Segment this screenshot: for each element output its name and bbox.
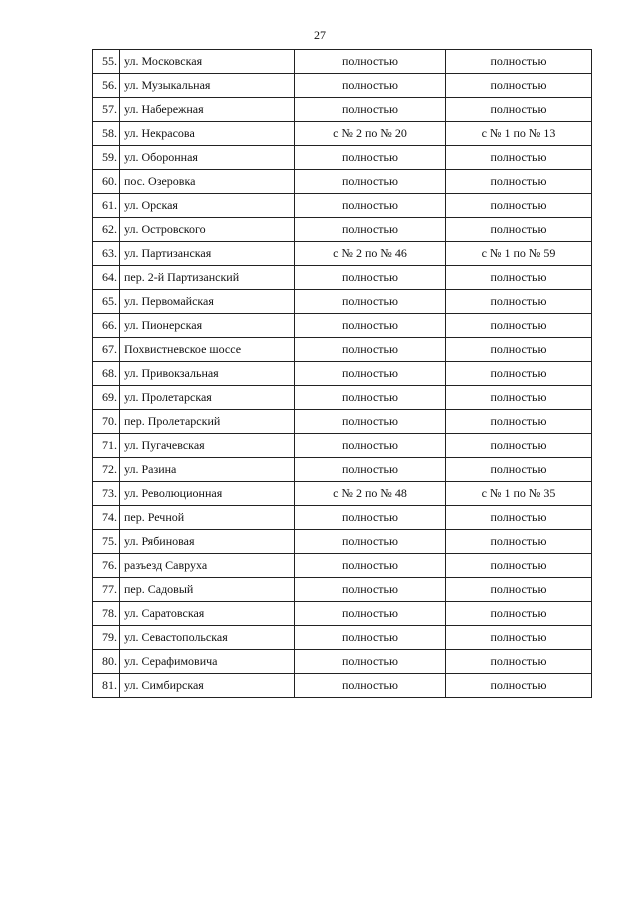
street-name-cell: Похвистневское шоссе bbox=[120, 338, 295, 362]
street-name-cell: ул. Первомайская bbox=[120, 290, 295, 314]
row-number-cell: 71. bbox=[93, 434, 120, 458]
row-number-cell: 81. bbox=[93, 674, 120, 698]
even-side-cell: полностью bbox=[295, 50, 446, 74]
table-row bbox=[93, 194, 592, 218]
odd-side-cell: с № 1 по № 35 bbox=[446, 482, 592, 506]
even-side-cell: полностью bbox=[295, 554, 446, 578]
street-name-cell: ул. Рябиновая bbox=[120, 530, 295, 554]
table-row bbox=[93, 674, 592, 698]
even-side-cell: полностью bbox=[295, 650, 446, 674]
page-number: 27 bbox=[314, 28, 326, 42]
street-name-cell: ул. Серафимовича bbox=[120, 650, 295, 674]
row-number-cell: 80. bbox=[93, 650, 120, 674]
even-side-cell: полностью bbox=[295, 578, 446, 602]
even-side-cell: полностью bbox=[295, 170, 446, 194]
row-number-cell: 55. bbox=[93, 50, 120, 74]
row-number-cell: 57. bbox=[93, 98, 120, 122]
street-name-cell: ул. Пролетарская bbox=[120, 386, 295, 410]
row-number-cell: 66. bbox=[93, 314, 120, 338]
table-row bbox=[93, 338, 592, 362]
odd-side-cell: с № 1 по № 59 bbox=[446, 242, 592, 266]
odd-side-cell: полностью bbox=[446, 530, 592, 554]
street-name-cell: пер. Садовый bbox=[120, 578, 295, 602]
odd-side-cell: полностью bbox=[446, 170, 592, 194]
even-side-cell: полностью bbox=[295, 458, 446, 482]
row-number-cell: 75. bbox=[93, 530, 120, 554]
row-number-cell: 70. bbox=[93, 410, 120, 434]
odd-side-cell: полностью bbox=[446, 410, 592, 434]
table-row bbox=[93, 386, 592, 410]
even-side-cell: полностью bbox=[295, 362, 446, 386]
table-row bbox=[93, 434, 592, 458]
streets-table bbox=[92, 49, 592, 698]
odd-side-cell: полностью bbox=[446, 266, 592, 290]
street-name-cell: ул. Оборонная bbox=[120, 146, 295, 170]
street-name-cell: ул. Московская bbox=[120, 50, 295, 74]
row-number-cell: 68. bbox=[93, 362, 120, 386]
table-row bbox=[93, 458, 592, 482]
table-row bbox=[93, 506, 592, 530]
street-name-cell: ул. Симбирская bbox=[120, 674, 295, 698]
row-number-cell: 61. bbox=[93, 194, 120, 218]
odd-side-cell: полностью bbox=[446, 194, 592, 218]
row-number-cell: 58. bbox=[93, 122, 120, 146]
street-name-cell: ул. Революционная bbox=[120, 482, 295, 506]
even-side-cell: полностью bbox=[295, 434, 446, 458]
even-side-cell: полностью bbox=[295, 386, 446, 410]
row-number-cell: 56. bbox=[93, 74, 120, 98]
table-row bbox=[93, 146, 592, 170]
even-side-cell: полностью bbox=[295, 602, 446, 626]
street-name-cell: пер. Речной bbox=[120, 506, 295, 530]
even-side-cell: полностью bbox=[295, 338, 446, 362]
table-row bbox=[93, 626, 592, 650]
row-number-cell: 64. bbox=[93, 266, 120, 290]
street-name-cell: ул. Пугачевская bbox=[120, 434, 295, 458]
odd-side-cell: полностью bbox=[446, 506, 592, 530]
table-row bbox=[93, 602, 592, 626]
table-row bbox=[93, 290, 592, 314]
odd-side-cell: полностью bbox=[446, 554, 592, 578]
odd-side-cell: полностью bbox=[446, 626, 592, 650]
row-number-cell: 69. bbox=[93, 386, 120, 410]
odd-side-cell: полностью bbox=[446, 386, 592, 410]
row-number-cell: 65. bbox=[93, 290, 120, 314]
even-side-cell: полностью bbox=[295, 626, 446, 650]
even-side-cell: полностью bbox=[295, 98, 446, 122]
even-side-cell: с № 2 по № 48 bbox=[295, 482, 446, 506]
table-row bbox=[93, 530, 592, 554]
even-side-cell: полностью bbox=[295, 410, 446, 434]
street-name-cell: ул. Орская bbox=[120, 194, 295, 218]
even-side-cell: полностью bbox=[295, 266, 446, 290]
street-name-cell: ул. Некрасова bbox=[120, 122, 295, 146]
table-row bbox=[93, 554, 592, 578]
odd-side-cell: полностью bbox=[446, 338, 592, 362]
odd-side-cell: полностью bbox=[446, 98, 592, 122]
table-row bbox=[93, 482, 592, 506]
odd-side-cell: полностью bbox=[446, 674, 592, 698]
row-number-cell: 74. bbox=[93, 506, 120, 530]
odd-side-cell: полностью bbox=[446, 314, 592, 338]
odd-side-cell: полностью bbox=[446, 650, 592, 674]
row-number-cell: 59. bbox=[93, 146, 120, 170]
odd-side-cell: с № 1 по № 13 bbox=[446, 122, 592, 146]
row-number-cell: 62. bbox=[93, 218, 120, 242]
table-row bbox=[93, 242, 592, 266]
odd-side-cell: полностью bbox=[446, 362, 592, 386]
row-number-cell: 67. bbox=[93, 338, 120, 362]
table-row bbox=[93, 362, 592, 386]
table-row bbox=[93, 218, 592, 242]
odd-side-cell: полностью bbox=[446, 602, 592, 626]
even-side-cell: полностью bbox=[295, 674, 446, 698]
even-side-cell: полностью bbox=[295, 74, 446, 98]
even-side-cell: полностью bbox=[295, 290, 446, 314]
row-number-cell: 76. bbox=[93, 554, 120, 578]
streets-table-body bbox=[93, 50, 592, 698]
street-name-cell: ул. Островского bbox=[120, 218, 295, 242]
table-row bbox=[93, 410, 592, 434]
street-name-cell: ул. Севастопольская bbox=[120, 626, 295, 650]
table-row bbox=[93, 98, 592, 122]
row-number-cell: 63. bbox=[93, 242, 120, 266]
odd-side-cell: полностью bbox=[446, 290, 592, 314]
street-name-cell: пер. Пролетарский bbox=[120, 410, 295, 434]
table-row bbox=[93, 578, 592, 602]
odd-side-cell: полностью bbox=[446, 458, 592, 482]
even-side-cell: полностью bbox=[295, 314, 446, 338]
even-side-cell: полностью bbox=[295, 530, 446, 554]
even-side-cell: полностью bbox=[295, 218, 446, 242]
table-row bbox=[93, 170, 592, 194]
street-name-cell: пос. Озеровка bbox=[120, 170, 295, 194]
table-row bbox=[93, 50, 592, 74]
even-side-cell: полностью bbox=[295, 194, 446, 218]
even-side-cell: с № 2 по № 20 bbox=[295, 122, 446, 146]
odd-side-cell: полностью bbox=[446, 50, 592, 74]
table-row bbox=[93, 266, 592, 290]
street-name-cell: ул. Привокзальная bbox=[120, 362, 295, 386]
street-name-cell: пер. 2-й Партизанский bbox=[120, 266, 295, 290]
row-number-cell: 77. bbox=[93, 578, 120, 602]
row-number-cell: 78. bbox=[93, 602, 120, 626]
odd-side-cell: полностью bbox=[446, 74, 592, 98]
street-name-cell: ул. Пионерская bbox=[120, 314, 295, 338]
odd-side-cell: полностью bbox=[446, 578, 592, 602]
row-number-cell: 73. bbox=[93, 482, 120, 506]
even-side-cell: полностью bbox=[295, 146, 446, 170]
row-number-cell: 79. bbox=[93, 626, 120, 650]
odd-side-cell: полностью bbox=[446, 146, 592, 170]
row-number-cell: 72. bbox=[93, 458, 120, 482]
street-name-cell: ул. Саратовская bbox=[120, 602, 295, 626]
street-name-cell: ул. Музыкальная bbox=[120, 74, 295, 98]
street-name-cell: ул. Разина bbox=[120, 458, 295, 482]
table-row bbox=[93, 314, 592, 338]
street-name-cell: разъезд Савруха bbox=[120, 554, 295, 578]
street-name-cell: ул. Партизанская bbox=[120, 242, 295, 266]
odd-side-cell: полностью bbox=[446, 434, 592, 458]
even-side-cell: полностью bbox=[295, 506, 446, 530]
odd-side-cell: полностью bbox=[446, 218, 592, 242]
street-name-cell: ул. Набережная bbox=[120, 98, 295, 122]
table-row bbox=[93, 122, 592, 146]
even-side-cell: с № 2 по № 46 bbox=[295, 242, 446, 266]
table-row bbox=[93, 74, 592, 98]
table-row bbox=[93, 650, 592, 674]
row-number-cell: 60. bbox=[93, 170, 120, 194]
